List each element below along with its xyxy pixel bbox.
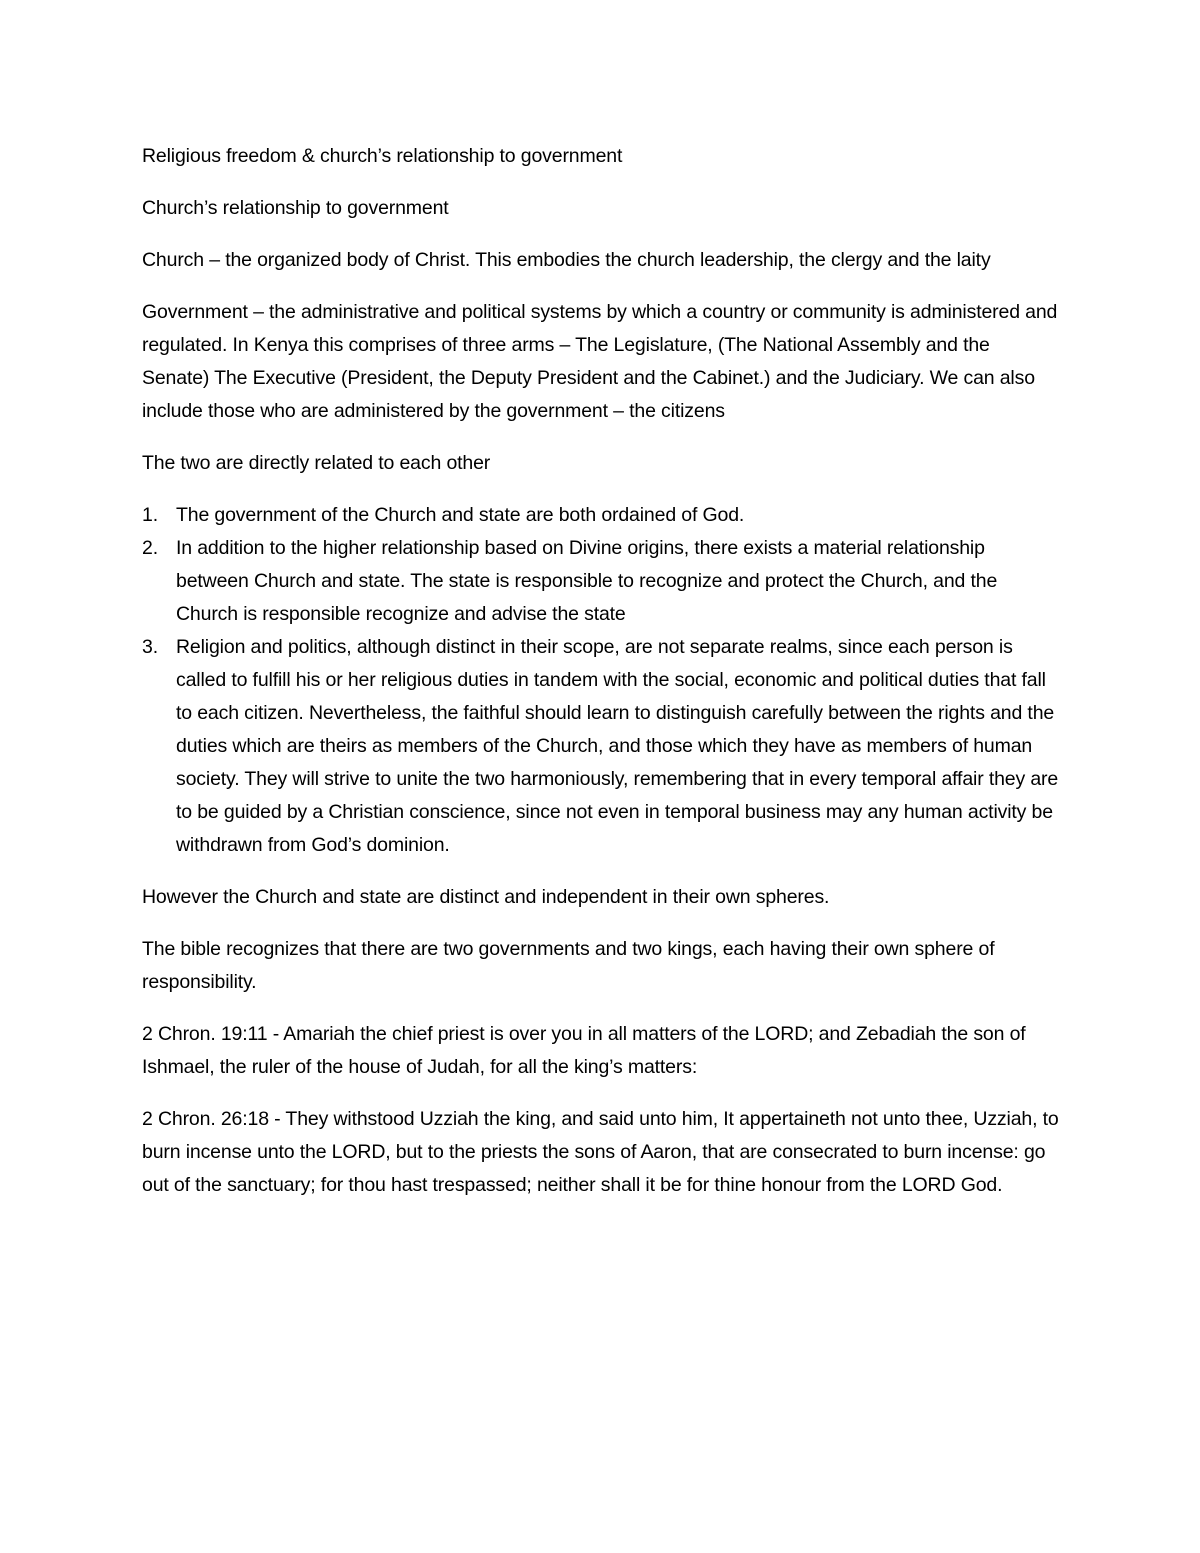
paragraph-government-definition: Government – the administrative and political systems by which a country or community is administered and regulated. In Kenya this comprises of three arms – The Legislature, (The National Assembly and the Senate) The Executive (President, the Deputy President and the Cabinet.) and the Judiciary. We can also include those who are administered by the government – the citizens: [142, 301, 1058, 422]
paragraph-two-governments: The bible recognizes that there are two governments and two kings, each having their own sphere of responsibility.: [142, 938, 995, 993]
paragraph-church-definition: Church – the organized body of Christ. This embodies the church leadership, the clergy and the laity: [142, 249, 991, 271]
list-item-text: The government of the Church and state are both ordained of God.: [176, 504, 745, 526]
list-item-text: In addition to the higher relationship based on Divine origins, there exists a material relationship between Church and state. The state is responsible to recognize and protect the Church, and the Church is responsible recognize and advise the state: [176, 537, 998, 625]
list-item: [142, 499, 1062, 532]
list-item-text: Religion and politics, although distinct in their scope, are not separate realms, since each person is called to fulfill his or her religious duties in tandem with the social, economic and political duties that fall to each citizen. Nevertheless, the faithful should learn to distinguish carefully between the rights and the duties which are theirs as members of the Church, and those which they have as members of human society. They will strive to unite the two harmoniously, remembering that in every temporal affair they are to be guided by a Christian conscience, since not even in temporal business may any human activity be withdrawn from God’s dominion.: [176, 636, 1059, 856]
list-item: [142, 532, 1062, 631]
list-item-number: 1.: [142, 504, 158, 526]
paragraph-relation-intro: The two are directly related to each other: [142, 452, 491, 474]
list-item-number: 3.: [142, 636, 158, 658]
paragraph-chron-19-11: 2 Chron. 19:11 - Amariah the chief priest is over you in all matters of the LORD; and Zebadiah the son of Ishmael, the ruler of the house of Judah, for all the king’s matters:: [142, 1023, 1026, 1078]
paragraph-chron-26-18: 2 Chron. 26:18 - They withstood Uzziah the king, and said unto him, It appertaineth not unto thee, Uzziah, to burn incense unto the LORD, but to the priests the sons of Aaron, that are consecrated to burn incense: go out of the sanctuary; for thou hast trespassed; neither shall it be for thine honour from the LORD God.: [142, 1108, 1059, 1196]
paragraph-distinct-spheres: However the Church and state are distinct and independent in their own spheres.: [142, 886, 830, 908]
section-heading: Church’s relationship to government: [142, 197, 449, 219]
document-title: Religious freedom & church’s relationship to government: [142, 145, 623, 167]
list-item-number: 2.: [142, 537, 158, 559]
numbered-list: [142, 499, 1062, 862]
list-item: [142, 631, 1062, 862]
document-body: [142, 140, 1062, 1221]
